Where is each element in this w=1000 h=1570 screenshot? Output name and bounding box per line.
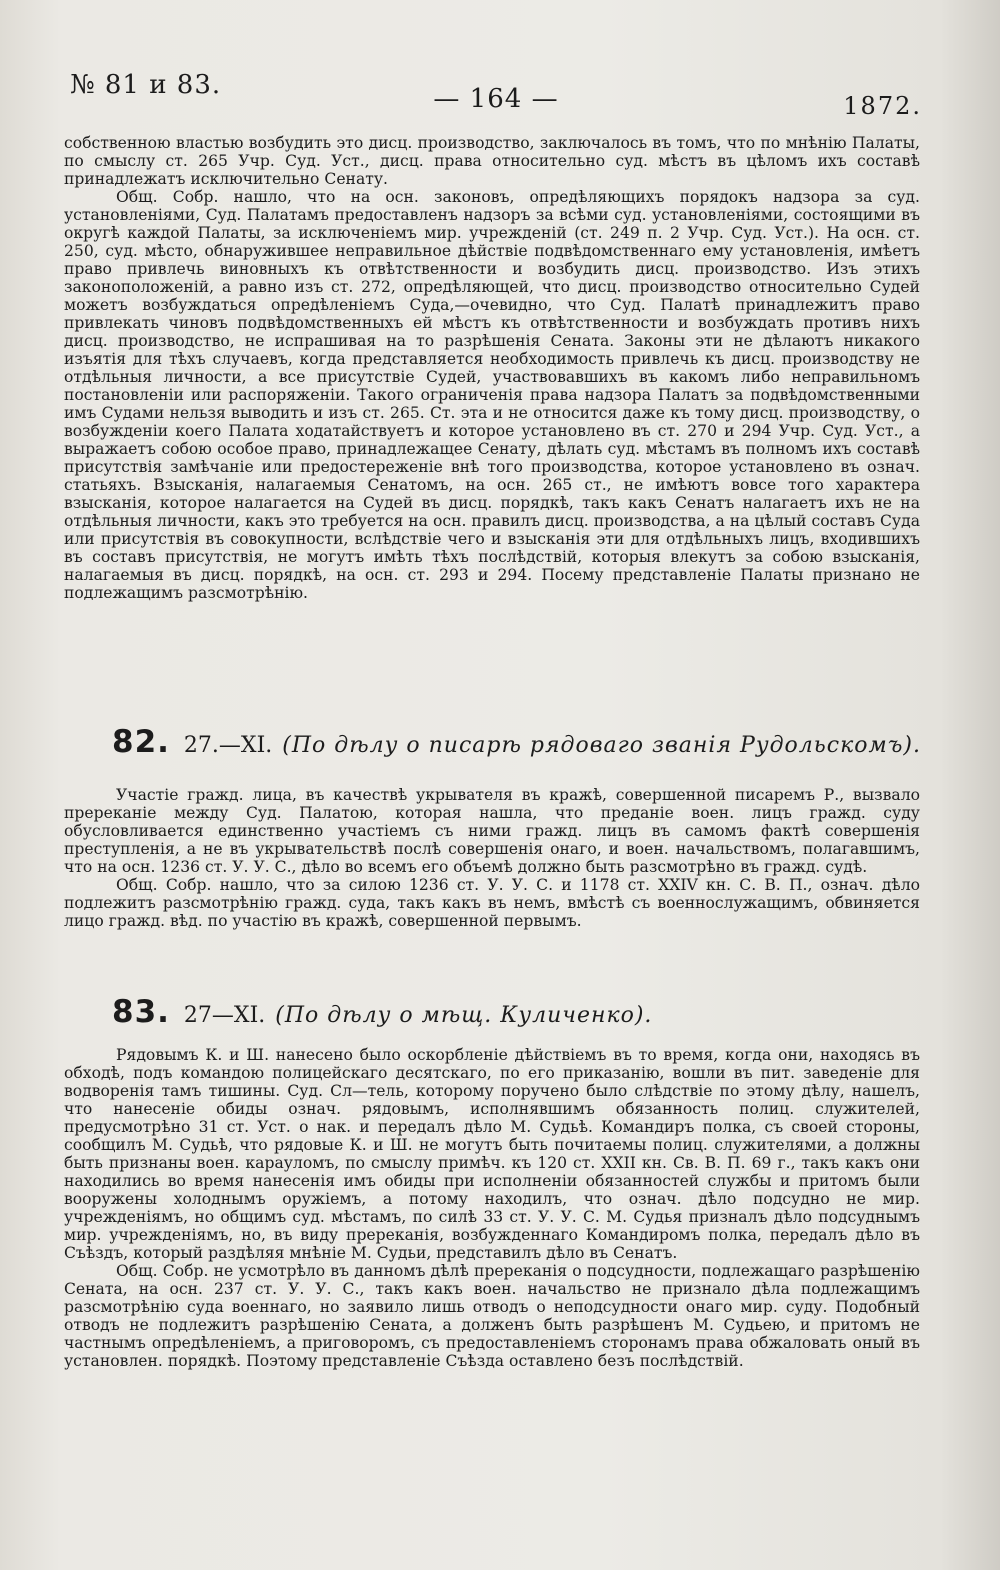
- continued-case-text: [64, 134, 920, 602]
- case-numbers: № 81 и 83.: [70, 70, 222, 100]
- year: 1872.: [843, 92, 922, 120]
- section-date: 27.—XI.: [183, 733, 273, 758]
- paragraph: собственною властью возбудить это дисц. производство, заключалось въ томъ, что по мнѣнію Палаты, по смыслу ст. 265 Учр. Суд. Уст., дисц. права относительно суд. мѣстъ въ цѣломъ ихъ составѣ принадлежатъ исключительно Сенату.: [64, 134, 920, 188]
- paragraph: Общ. Собр. нашло, что на осн. законовъ, опредѣляющихъ порядокъ надзора за суд. установленіями, Суд. Палатамъ предоставленъ надзоръ за всѣми суд. установленіями, состоящими въ округѣ каждой Палаты, за исключеніемъ мир. учрежденій (ст. 249 п. 2 Учр. Суд. Уст.). На осн. ст. 250, суд. мѣсто, обнаружившее неправильное дѣйствіе подвѣдомственнаго ему установленія, имѣетъ право привлечь виновныхъ къ отвѣтственности и возбудить дисц. производство. Изъ этихъ законоположеній, а равно изъ ст. 272, опредѣляющей, что дисц. производство относительно Судей можетъ возбуждаться опредѣленіемъ Суда,—очевидно, что Суд. Палатѣ принадлежитъ право привлекать чиновъ подвѣдомственныхъ ей мѣстъ къ отвѣтственности и возбуждать противъ нихъ дисц. производство, не испрашивая на то разрѣшенія Сената. Законы эти не дѣлаютъ никакого изъятія для тѣхъ случаевъ, когда представляется необходимость привлечь къ дисц. производству не отдѣльныя личности, а все присутствіе Судей, участвовавшихъ въ какомъ либо неправильномъ постановленіи или распоряженіи. Такого ограниченія права надзора Палатъ за подвѣдомственными имъ Судами нельзя выводить и изъ ст. 265. Ст. эта и не относится даже къ тому дисц. производству, о возбужденіи коего Палата ходатайствуетъ и которое установлено въ ст. 270 и 294 Учр. Суд. Уст., а выражаетъ собою особое право, принадлежащее Сенату, дѣлать суд. мѣстамъ въ полномъ ихъ составѣ присутствія замѣчаніе или предостереженіе внѣ того производства, которое установлено въ означ. статьяхъ. Взысканія, налагаемыя Сенатомъ, на осн. 265 ст., не имѣютъ вовсе того характера взысканія, которое налагается на Судей въ дисц. порядкѣ, такъ какъ Сенатъ налагаетъ ихъ не на отдѣльныя личности, какъ это требуется на осн. правилъ дисц. производства, а на цѣлый составъ Суда или присутствія въ совокупности, вслѣдствіе чего и взысканія эти для отдѣльныхъ лицъ, входившихъ въ составъ присутствія, не могутъ имѣть тѣхъ послѣдствій, которыя влекутъ за собою взысканія, налагаемыя въ дисц. порядкѣ, на осн. ст. 293 и 294. Посему представленіе Палаты признано не подлежащимъ разсмотрѣнію.: [64, 188, 920, 602]
- running-header: [70, 70, 922, 120]
- section-number: 83.: [112, 994, 170, 1030]
- section-heading-82: [112, 724, 932, 760]
- section-title: (По дѣлу о писарѣ рядоваго званія Рудольскомъ).: [282, 733, 921, 758]
- section-82-text: [64, 786, 920, 930]
- section-number: 82.: [112, 724, 170, 760]
- paragraph: Общ. Собр. не усмотрѣло въ данномъ дѣлѣ пререканія о подсудности, подлежащаго разрѣшенію Сената, на осн. 237 ст. У. У. С., такъ какъ воен. начальство не признало дѣла подлежащимъ разсмотрѣнію суда военнаго, но заявило лишь отводъ о неподсудности онаго мир. суду. Подобный отводъ не подлежитъ разрѣшенію Сената, а долженъ быть разрѣшенъ М. Судьею, и притомъ не частнымъ опредѣленіемъ, а приговоромъ, съ предоставленіемъ сторонамъ права обжаловать оный въ установлен. порядкѣ. Поэтому представленіе Съѣзда оставлено безъ послѣдствій.: [64, 1262, 920, 1370]
- paragraph: Участіе гражд. лица, въ качествѣ укрывателя въ кражѣ, совершенной писаремъ Р., вызвало пререканіе между Суд. Палатою, которая нашла, что преданіе воен. лицъ гражд. суду обусловливается единственно участіемъ съ ними гражд. лицъ въ самомъ фактѣ совершенія преступленія, а не въ укрывательствѣ послѣ совершенія онаго, и воен. начальствомъ, полагавшимъ, что на осн. 1236 ст. У. У. С., дѣло во всемъ его объемѣ должно быть разсмотрѣно въ гражд. судѣ.: [64, 786, 920, 876]
- section-heading-83: [112, 994, 932, 1030]
- page-number: — 164 —: [433, 84, 559, 114]
- paragraph: Общ. Собр. нашло, что за силою 1236 ст. У. У. С. и 1178 ст. XXIV кн. С. В. П., означ. дѣло подлежитъ разсмотрѣнію гражд. суда, такъ какъ въ немъ, вмѣстѣ съ военнослужащимъ, обвиняется лицо гражд. вѣд. по участію въ кражѣ, совершенной первымъ.: [64, 876, 920, 930]
- section-title: (По дѣлу о мѣщ. Куличенко).: [275, 1003, 653, 1028]
- paragraph: Рядовымъ К. и Ш. нанесено было оскорбленіе дѣйствіемъ въ то время, когда они, находясь въ обходѣ, подъ командою полицейскаго десятскаго, по его приказанію, вошли въ пит. заведеніе для водворенія тамъ тишины. Суд. Сл—тель, которому поручено было слѣдствіе по этому дѣлу, нашелъ, что нанесеніе обиды означ. рядовымъ, исполнявшимъ обязанность полиц. служителей, предусмотрѣно 31 ст. Уст. о нак. и передалъ дѣло М. Судьѣ. Командиръ полка, съ своей стороны, сообщилъ М. Судьѣ, что рядовые К. и Ш. не могутъ быть почитаемы полиц. служителями, а должны быть признаны воен. карауломъ, по смыслу примѣч. къ 120 ст. XXII кн. Св. В. П. 69 г., такъ какъ они находились во время нанесенія имъ обиды при исполненіи обязанностей службы и притомъ были вооружены холоднымъ оружіемъ, а потому находилъ, что означ. дѣло подсудно не мир. учрежденіямъ, но общимъ суд. мѣстамъ, по силѣ 33 ст. У. У. С. М. Судья призналъ дѣло подсуднымъ мир. учрежденіямъ, но, въ виду пререканія, возбужденнаго Командиромъ полка, передалъ дѣло въ Съѣздъ, который раздѣляя мнѣніе М. Судьи, представилъ дѣло въ Сенатъ.: [64, 1046, 920, 1262]
- section-date: 27—XI.: [183, 1003, 266, 1028]
- section-83-text: [64, 1046, 920, 1370]
